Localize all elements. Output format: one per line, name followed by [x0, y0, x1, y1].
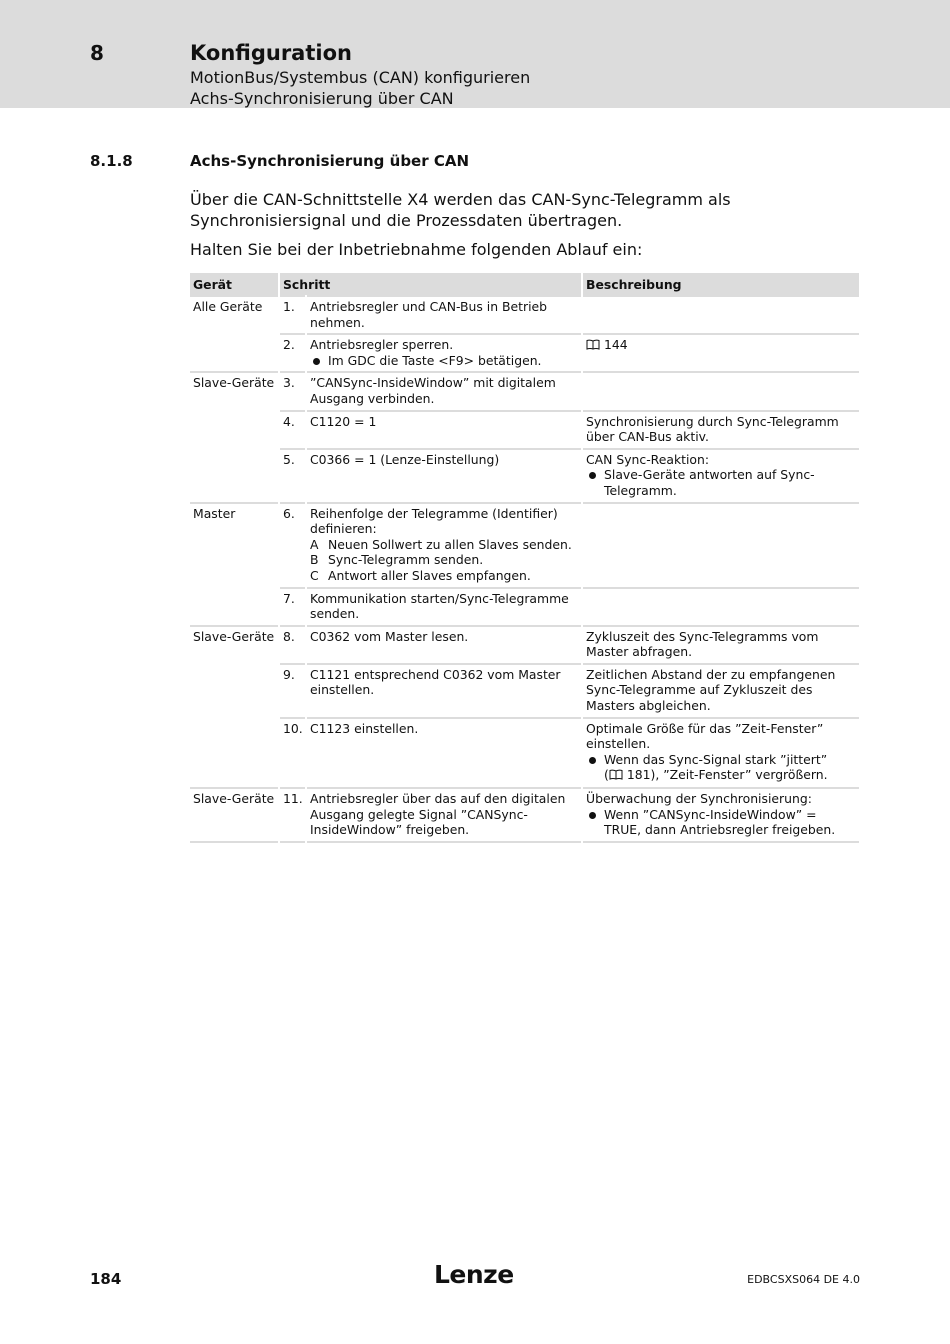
device-cell [190, 410, 278, 448]
step-text: C0362 vom Master lesen. [307, 625, 581, 663]
device-cell [190, 448, 278, 502]
description-text: CAN Sync-Reaktion: [586, 451, 710, 467]
table-row [190, 717, 859, 787]
description-cell [583, 717, 859, 787]
step-number: 5. [280, 448, 305, 502]
device-cell [190, 717, 278, 787]
step-number: 1. [280, 295, 305, 333]
header-device: Gerät [190, 273, 278, 295]
step-cell [307, 333, 581, 371]
document-id: EDBCSXS064 DE 4.0 [747, 1273, 860, 1286]
device-cell: Slave-Geräte [190, 625, 278, 663]
substep-a: A Neuen Sollwert zu allen Slaves senden. [310, 536, 572, 552]
intro-paragraph: Über die CAN-Schnittstelle X4 werden das CAN-Sync-Telegramm als Synchronisiersignal und die Prozessdaten übertragen. [190, 190, 731, 230]
step-number: 3. [280, 371, 305, 409]
step-number: 6. [280, 502, 305, 587]
description-bullet: Wenn ”CANSync-InsideWindow” = TRUE, dann Antriebsregler freigeben. [586, 807, 856, 838]
lenze-logo: Lenze [434, 1260, 514, 1289]
step-text: C0366 = 1 (Lenze-Einstellung) [307, 448, 581, 502]
step-text: Antriebsregler über das auf den digitalen Ausgang gelegte Signal ”CANSync-InsideWindow” freigeben. [307, 787, 581, 843]
step-number: 8. [280, 625, 305, 663]
step-bullet: Im GDC die Taste <F9> betätigen. [310, 353, 578, 369]
table-row [190, 333, 859, 371]
chapter-number: 8 [90, 41, 104, 65]
chapter-subtitle-1: MotionBus/Systembus (CAN) konfigurieren [190, 68, 531, 87]
table-row [190, 371, 859, 409]
description-cell [583, 333, 859, 371]
book-icon [586, 338, 600, 354]
description-text: Optimale Größe für das ”Zeit-Fenster” einstellen. [586, 720, 824, 752]
step-text: Kommunikation starten/Sync-Telegramme senden. [307, 587, 581, 625]
description-cell [583, 295, 859, 333]
step-text: Reihenfolge der Telegramme (Identifier) definieren: [310, 505, 558, 537]
step-number: 4. [280, 410, 305, 448]
table-header-row [190, 273, 859, 295]
page-reference: 181 [626, 767, 651, 783]
device-cell [190, 333, 278, 371]
chapter-subtitle-2: Achs-Synchronisierung über CAN [190, 89, 454, 108]
device-cell: Slave-Geräte [190, 787, 278, 843]
description-bullet: Wenn das Sync-Signal stark ”jittert” ( 181), ”Zeit-Fenster” vergrößern. [586, 752, 856, 784]
description-bullet: Slave-Geräte antworten auf Sync-Telegramm. [586, 467, 856, 498]
step-text: C1121 entsprechend C0362 vom Master einstellen. [307, 663, 581, 717]
substep-c: C Antwort aller Slaves empfangen. [310, 567, 531, 583]
step-number: 7. [280, 587, 305, 625]
chapter-title: Konfiguration [190, 41, 352, 65]
step-number: 9. [280, 663, 305, 717]
step-text: C1120 = 1 [307, 410, 581, 448]
description-text: Überwachung der Synchronisierung: [586, 791, 812, 807]
table-row [190, 448, 859, 502]
page-reference: 144 [604, 337, 628, 353]
step-text: Antriebsregler sperren. [310, 337, 454, 353]
step-number: 11. [280, 787, 305, 843]
page-number: 184 [90, 1270, 122, 1288]
step-text: ”CANSync-InsideWindow” mit digitalem Ausgang verbinden. [307, 371, 581, 409]
page-header [0, 0, 950, 108]
table-row [190, 502, 859, 587]
table-row [190, 587, 859, 625]
description-cell [583, 787, 859, 843]
step-number: 10. [280, 717, 305, 787]
device-cell: Slave-Geräte [190, 371, 278, 409]
device-cell: Master [190, 502, 278, 587]
step-text: C1123 einstellen. [307, 717, 581, 787]
description-cell: Zeitlichen Abstand der zu empfangenen Sync-Telegramme auf Zykluszeit des Masters abgleichen. [583, 663, 859, 717]
procedure-table [188, 273, 861, 843]
header-description: Beschreibung [583, 273, 859, 295]
section-title: Achs-Synchronisierung über CAN [190, 152, 470, 170]
table-row [190, 625, 859, 663]
device-cell: Alle Geräte [190, 295, 278, 333]
instruction-paragraph: Halten Sie bei der Inbetriebnahme folgenden Ablauf ein: [190, 240, 643, 259]
section-number: 8.1.8 [90, 152, 133, 170]
description-cell [583, 448, 859, 502]
step-number: 2. [280, 333, 305, 371]
table-row [190, 787, 859, 843]
step-cell [307, 502, 581, 587]
device-cell [190, 663, 278, 717]
description-cell [583, 587, 859, 625]
device-cell [190, 587, 278, 625]
book-icon [609, 768, 623, 784]
table-row [190, 663, 859, 717]
description-cell: Zykluszeit des Sync-Telegramms vom Master abfragen. [583, 625, 859, 663]
header-step: Schritt [280, 273, 581, 295]
description-cell [583, 502, 859, 587]
substep-b: B Sync-Telegramm senden. [310, 552, 484, 568]
table-row [190, 410, 859, 448]
table-row [190, 295, 859, 333]
description-cell: Synchronisierung durch Sync-Telegramm über CAN-Bus aktiv. [583, 410, 859, 448]
step-text: Antriebsregler und CAN-Bus in Betrieb nehmen. [307, 295, 581, 333]
description-cell [583, 371, 859, 409]
